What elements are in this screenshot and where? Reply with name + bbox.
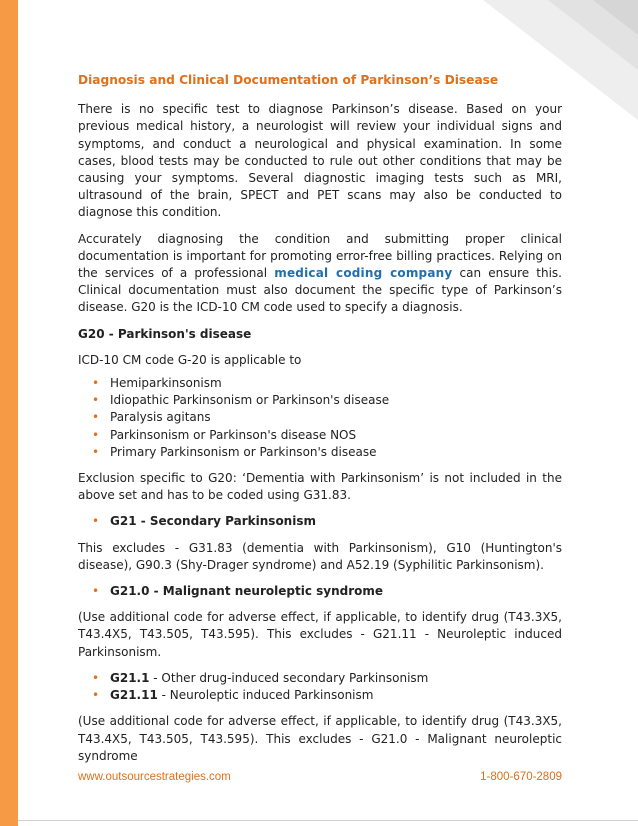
g211-list [78, 670, 562, 704]
g21-heading: G21 - Secondary Parkinsonism [110, 514, 316, 529]
footer-phone[interactable]: 1-800-670-2809 [480, 771, 562, 783]
list-item-text: Hemiparkinsonism [110, 376, 222, 391]
bullet-icon: • [92, 670, 100, 685]
paragraph-text: can ensure this. Clinical documentation must also document the specific type of Parkinson’s disease. G20 is the ICD-10 CM code used to specify a diagnosis. [78, 266, 562, 315]
list-item-text: Paralysis agitans [110, 410, 211, 425]
list-item-text: Primary Parkinsonism or Parkinson's disease [110, 444, 377, 459]
g2111-code: G21.11 [110, 688, 158, 703]
g20-heading: G20 - Parkinson's disease [78, 326, 252, 341]
g211-desc: - Other drug-induced secondary Parkinsonism [149, 670, 429, 685]
bullet-icon: • [92, 514, 100, 529]
paragraph-documentation [78, 231, 562, 317]
g2111-desc: - Neuroleptic induced Parkinsonism [157, 688, 374, 703]
bullet-icon: • [92, 688, 100, 703]
bullet-icon: • [92, 427, 100, 442]
g211-code: G21.1 [110, 670, 150, 685]
document-title: Diagnosis and Clinical Documentation of Parkinson’s Disease [78, 73, 499, 87]
list-item [92, 513, 562, 530]
footer-website-link[interactable]: www.outsourcestrategies.com [78, 771, 231, 783]
list-item [92, 427, 562, 444]
bullet-icon: • [92, 376, 100, 391]
list-item [92, 444, 562, 461]
medical-coding-link[interactable]: medical coding company [274, 266, 453, 281]
g21-list [78, 513, 562, 530]
g21-text: This excludes - G31.83 (dementia with Parkinsonism), G10 (Huntington's disease), G90.3 (Shy-Drager syndrome) and A52.19 (Syphilitic Parkinsonism). [78, 540, 562, 572]
paragraph-diagnosis: There is no specific test to diagnose Parkinson’s disease. Based on your previous medical history, a neurologist will review your individual signs and symptoms, and conduct a neurological and physical examination. In some cases, blood tests may be conducted to rule out other conditions that may be causing your symptoms. Several diagnostic imaging tests such as MRI, ultrasound of the brain, SPECT and PET scans may also be conducted to diagnose this condition. [78, 102, 562, 220]
g210-text: (Use additional code for adverse effect, if applicable, to identify drug (T43.3X5, T43.4X5, T43.505, T43.595). This excludes - G21.11 - Neuroleptic induced Parkinsonism. [78, 610, 562, 659]
list-item-text: Parkinsonism or Parkinson's disease NOS [110, 427, 357, 442]
bullet-icon: • [92, 393, 100, 408]
bottom-divider [18, 820, 638, 821]
g20-intro: ICD-10 CM code G-20 is applicable to [78, 352, 302, 367]
list-item [92, 409, 562, 426]
exclusion-note: Exclusion specific to G20: ‘Dementia with Parkinsonism’ is not included in the above set and has to be coded using G31.83. [78, 471, 562, 503]
page-footer [78, 771, 562, 783]
bullet-icon: • [92, 410, 100, 425]
g210-list [78, 583, 562, 600]
list-item [92, 392, 562, 409]
list-item [92, 670, 562, 687]
bullet-icon: • [92, 584, 100, 599]
paragraph-text: Accurately diagnosing the condition and submitting proper clinical documentation is important for promoting error-free billing practices. Relying on the services of a professional [78, 231, 562, 281]
list-item-text: Idiopathic Parkinsonism or Parkinson's disease [110, 393, 390, 408]
list-item [92, 375, 562, 392]
list-item [92, 687, 562, 704]
document-body [78, 72, 562, 774]
g2111-text: (Use additional code for adverse effect, if applicable, to identify drug (T43.3X5, T43.4X5, T43.505, T43.595). This excludes - G21.0 - Malignant neuroleptic syndrome [78, 714, 562, 763]
list-item [92, 583, 562, 600]
bullet-icon: • [92, 444, 100, 459]
left-accent-bar [0, 0, 18, 826]
g20-list [78, 375, 562, 461]
g210-heading: G21.0 - Malignant neuroleptic syndrome [110, 584, 384, 599]
